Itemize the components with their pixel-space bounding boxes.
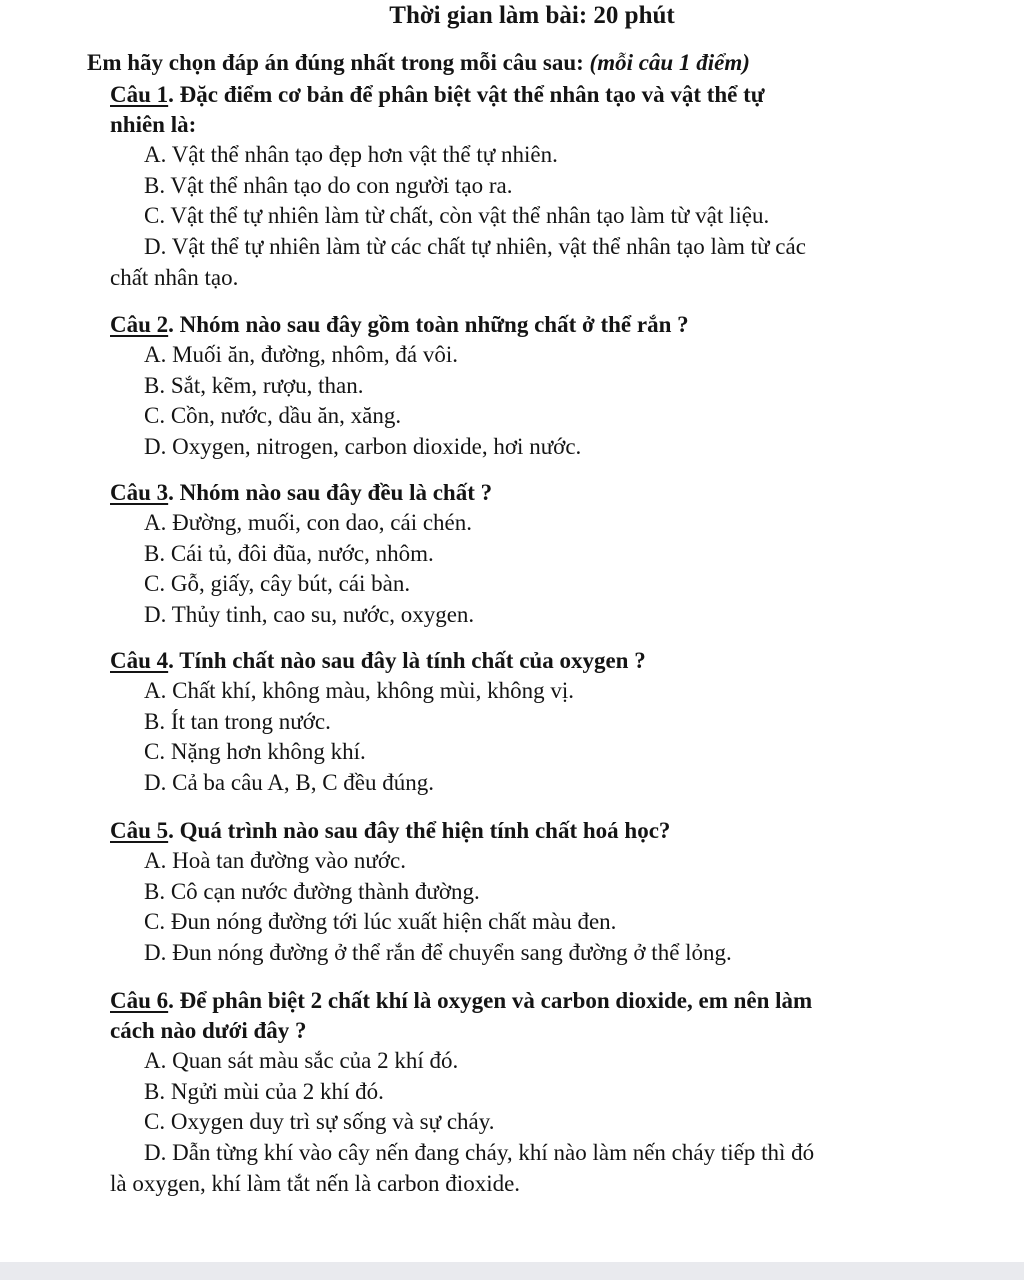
question-stem [110,80,960,110]
option-a: A. Vật thể nhân tạo đẹp hơn vật thể tự nhiên. [144,142,558,167]
option-b: B. Sắt, kẽm, rượu, than. [144,372,364,398]
option-c: C. Nặng hơn không khí. [144,739,366,765]
option-c: C. Đun nóng đường tới lúc xuất hiện chất màu đen. [144,909,617,935]
option-c: C. Oxygen duy trì sự sống và sự cháy. [144,1109,495,1135]
option-d-cont: chất nhân tạo. [110,264,239,290]
question-text-cont: nhiên là: [110,112,197,137]
question-3 [110,478,960,631]
option-a: A. Quan sát màu sắc của 2 khí đó. [144,1048,459,1073]
page-title: Thời gian làm bài: 20 phút [389,2,675,29]
instruction [87,48,750,78]
option-b: B. Ngửi mùi của 2 khí đó. [144,1078,384,1104]
option-c: C. Vật thể tự nhiên làm từ chất, còn vật thể nhân tạo làm từ vật liệu. [144,203,770,229]
option-b: B. Cái tủ, đôi đũa, nước, nhôm. [144,540,434,566]
bottom-strip [0,1262,1024,1280]
instruction-note: (mỗi câu 1 điểm) [589,50,750,75]
question-stem [110,986,960,1016]
question-text: . Để phân biệt 2 chất khí là oxygen và carbon dioxide, em nên làm [168,988,813,1013]
question-number: Câu 1 [110,82,169,107]
question-4 [110,646,960,799]
option-b: B. Ít tan trong nước. [144,708,331,734]
question-text: . Quá trình nào sau đây thể hiện tính chất hoá học? [168,818,671,843]
question-number: Câu 4 [110,648,169,673]
question-text-cont: cách nào dưới đây ? [110,1018,307,1043]
question-6 [110,986,960,1200]
question-text: . Nhóm nào sau đây đều là chất ? [168,480,493,505]
option-a: A. Đường, muối, con dao, cái chén. [144,510,473,535]
option-d: D. Vật thể tự nhiên làm từ các chất tự nhiên, vật thể nhân tạo làm từ các [144,234,806,260]
option-d: D. Thủy tinh, cao su, nước, oxygen. [144,602,475,628]
option-b: B. Vật thể nhân tạo do con người tạo ra. [144,172,513,198]
option-d: D. Đun nóng đường ở thể rắn để chuyển sang đường ở thể lỏng. [144,940,732,966]
option-c: C. Gỗ, giấy, cây bút, cái bàn. [144,571,411,597]
option-d: D. Dẫn từng khí vào cây nến đang cháy, khí nào làm nến cháy tiếp thì đó [144,1140,815,1166]
option-b: B. Cô cạn nước đường thành đường. [144,878,480,904]
question-stem [110,646,960,676]
question-number: Câu 6 [110,988,169,1013]
question-number: Câu 3 [110,480,169,505]
question-1 [110,80,960,294]
question-5 [110,816,960,969]
question-number: Câu 5 [110,818,169,843]
option-d: D. Cả ba câu A, B, C đều đúng. [144,770,435,796]
option-a: A. Chất khí, không màu, không mùi, không vị. [144,678,574,703]
question-2 [110,310,960,463]
question-text: . Đặc điểm cơ bản để phân biệt vật thể nhân tạo và vật thể tự [168,82,765,107]
question-stem [110,816,960,846]
question-number: Câu 2 [110,312,169,337]
option-a: A. Hoà tan đường vào nước. [144,848,406,873]
option-a: A. Muối ăn, đường, nhôm, đá vôi. [144,342,459,367]
question-stem [110,310,960,340]
option-c: C. Cồn, nước, dầu ăn, xăng. [144,403,402,429]
question-stem [110,478,960,508]
option-d: D. Oxygen, nitrogen, carbon dioxide, hơi nước. [144,434,582,460]
instruction-text: Em hãy chọn đáp án đúng nhất trong mỗi câu sau: [87,50,590,75]
question-text: . Tính chất nào sau đây là tính chất của oxygen ? [168,648,646,673]
option-d-cont: là oxygen, khí làm tắt nến là carbon đioxide. [110,1170,521,1196]
question-text: . Nhóm nào sau đây gồm toàn những chất ở thể rắn ? [168,312,689,337]
